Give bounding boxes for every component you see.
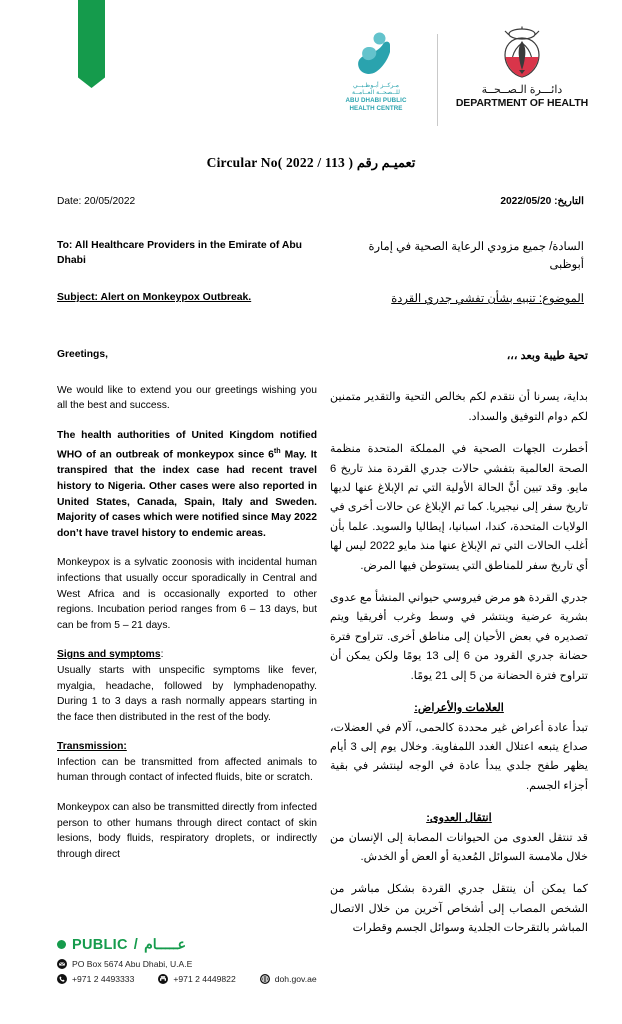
paragraph-english-3: Monkeypox is a sylvatic zoonosis with incidental human infections that usually occur sporadically in Central and West Africa and is occasionally exported to other regions. Incubation period ranges from 6 – 13 days, but can be from 5 – 21 days. xyxy=(57,557,317,631)
footer-address: PO Box 5674 Abu Dhabi, U.A.E xyxy=(72,959,193,969)
circular-title xyxy=(0,155,622,171)
globe-icon xyxy=(260,974,270,984)
paragraph-arabic-closing: كما يمكن أن ينتقل جدري القردة بشكل مباشر من الشخص المصاب إلى أشخاص آخرين من خلال الاتصال المباشر بالتقرحات الجلدية وسوائل الجسم وقطرات xyxy=(330,883,588,935)
section-heading-signs-en: Signs and symptoms xyxy=(57,649,161,661)
fax-icon xyxy=(158,974,168,984)
addressee-english xyxy=(57,238,319,268)
paragraph-english-closing: Monkeypox can also be transmitted directly from infected person to other humans through direct contact of skin lesions, body fluids, respiratory droplets, or indirectly through direct xyxy=(57,802,317,860)
section-arabic-transmission xyxy=(330,809,588,867)
document-header xyxy=(0,24,622,134)
doh-english-name: DEPARTMENT OF HEALTH xyxy=(455,97,589,109)
section-heading-signs-ar: العلامات والأعراض: xyxy=(414,702,504,715)
paragraph-english-1: We would like to extend you our greetings wishing you all the best and success. xyxy=(57,384,317,412)
section-heading-transmission-ar: انتقال العدوى: xyxy=(426,812,492,825)
adphc-figure-icon xyxy=(352,32,400,78)
subject-english: Subject: Alert on Monkeypox Outbreak. xyxy=(57,292,252,303)
classification-english: PUBLIC xyxy=(72,936,128,953)
date-arabic: التاريخ: 2022/05/20 xyxy=(500,196,584,207)
greeting-arabic: تحية طيبة وبعد ،،، xyxy=(506,350,588,362)
paragraph-arabic-1: بداية، يسرنا أن نتقدم لكم بخالص التحية والتقدير متمنين لكم دوام التوفيق والسداد. xyxy=(330,391,588,423)
department-of-health-logo xyxy=(452,26,592,109)
section-heading-transmission-en: Transmission: xyxy=(57,741,127,753)
footer-phone: +971 2 4493333 xyxy=(72,974,135,984)
adphc-english-name: ABU DHABI PUBLIC HEALTH CENTRE xyxy=(345,97,407,112)
circular-title-arabic: تعميـم رقم xyxy=(356,155,416,170)
section-heading-signs-suffix: : xyxy=(160,649,164,661)
section-text-transmission-en: Infection can be transmitted from affected animals to human through contact of infected fluids, bite or scratch. xyxy=(57,756,317,784)
section-english-signs xyxy=(57,647,317,725)
body-column-english xyxy=(57,347,317,876)
adphc-arabic-name: مـركــز أبـوظـبــي للــصحــة العــامــة xyxy=(352,82,400,97)
footer-website[interactable]: doh.gov.ae xyxy=(274,974,317,984)
envelope-icon xyxy=(57,959,67,969)
footer-address-line xyxy=(57,959,577,969)
addressee-value-en: All Healthcare Providers in the Emirate of Abu Dhabi xyxy=(57,240,303,266)
logo-divider xyxy=(437,34,438,126)
bullet-dot-icon xyxy=(57,940,66,949)
classification-arabic: عـــــام xyxy=(144,936,186,952)
section-arabic-signs xyxy=(330,699,588,796)
section-text-signs-ar: تبدأ عادة أعراض غير محددة كالحمى، آلام في العضلات، صداع يتبعه اعتلال الغدد اللمفاوية. وخلال يوم إلى 3 أيام يظهر طفح جلدي يبدأ عادة في الوجه لينتشر في بقية أجزاء الجسم. xyxy=(330,721,588,792)
abu-dhabi-public-health-centre-logo xyxy=(330,32,422,112)
addressee-arabic: السادة/ جميع مزودي الرعاية الصحية في إمارة أبوظبى xyxy=(368,241,584,271)
paragraph-arabic-2: أخطرت الجهات الصحية في المملكة المتحدة منظمة الصحة العالمية بتفشي حالات جدري القردة منذ تاريخ 6 مايو. وقد تبين أنَّ الحالة الأولية التي تم الإبلاغ عنها لديها تاريخ سفر إلى نيجيريا. كما تم الإبلاغ عن حالات أخرى في الولايات المتحدة، كندا، اسبانيا، إيطاليا والسويد. علما بأن أغلب الحالات التي تم الإبلاغ عنها منذ مايو 2022 ليس لها أي تاريخ سفر للمناطق التي يستوطن فيها المرض. xyxy=(330,443,588,572)
addressee-label-en: To: xyxy=(57,240,73,251)
footer-fax: +971 2 4449822 xyxy=(173,974,236,984)
section-text-signs-en: Usually starts with unspecific symptoms like fever, myalgia, headache, followed by lymphadenopathy. During 1 to 3 days a rash normally appears starting in the face then distributed in the rest of the body. xyxy=(57,664,317,723)
paragraph-english-2: The health authorities of United Kingdom notified WHO of an outbreak of monkeypox since 6th May. It transpired that the index case had recent travel history to Nigeria. Other cases were also reported in United States, Canada, Spain, Italy and Sweden. Majority of cases which were notified since May 2022 don’t have travel history to endemic areas. xyxy=(57,429,317,539)
phone-icon xyxy=(57,974,67,984)
doh-arabic-name: دائـــرة الـصــحــة xyxy=(481,84,563,96)
greeting-english: Greetings, xyxy=(57,349,108,360)
classification-separator: / xyxy=(133,936,139,953)
classification-banner xyxy=(57,936,577,953)
section-english-transmission xyxy=(57,739,317,786)
body-column-arabic xyxy=(330,347,588,952)
date-english: Date: 20/05/2022 xyxy=(57,196,136,207)
falcon-crest-icon xyxy=(499,26,545,78)
footer-contact-line xyxy=(57,974,577,984)
circular-title-english: Circular No( 2022 / 113 ) xyxy=(206,155,354,170)
subject-arabic: الموضوع: تنبيه بشأن تفشي جدري القردة xyxy=(391,293,584,305)
paragraph-arabic-3: جدري القردة هو مرض فيروسي حيواني المنشأ مع عدوى بشرية عرضية وينتشر في وسط وغرب أفريقيا ويتم تصديره في بعض الأحيان إلى مناطق أخرى. تتراوح فترة حضانة جدري القرود من 6 إلى 13 يومًا ولكن يمكن أن تتراوح فترة الحضانة من 5 إلى 21 يومًا. xyxy=(330,592,588,682)
document-footer xyxy=(57,936,577,984)
section-text-transmission-ar: قد تنتقل العدوى من الحيوانات المصابة إلى الإنسان من خلال ملامسة السوائل المُعدية أو العض أو الخدش. xyxy=(330,831,588,863)
